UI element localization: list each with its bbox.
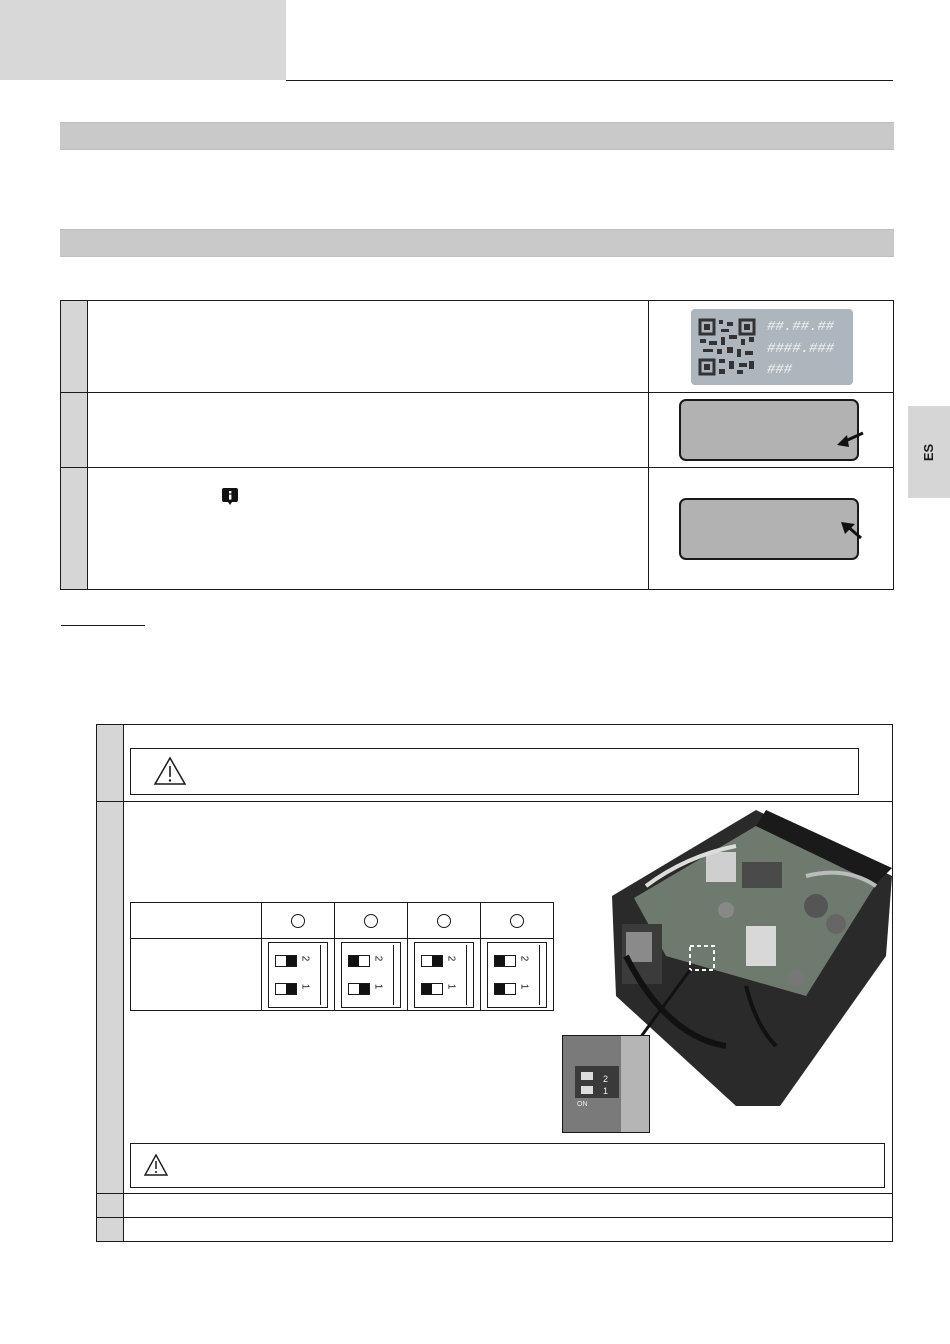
step-text-cell-3 [88, 468, 649, 590]
dip-switch-col-1 [262, 903, 335, 939]
display-image-cell-1 [649, 393, 894, 468]
qr-label-line-1: ##.##.## [767, 319, 835, 335]
dip-switch-2-toggle [494, 955, 516, 967]
dip-switch-cell-2 [335, 939, 408, 1011]
dip-switch-cell-4 [481, 939, 554, 1011]
dip-switch-2-toggle [421, 955, 443, 967]
procedure-row-c [97, 1194, 893, 1218]
inset-label-1: 1 [603, 1086, 609, 1096]
qr-label-line-3: ### [767, 362, 793, 378]
dip-switch-1-toggle [275, 983, 297, 995]
dip-switch-diagram-1 [268, 942, 328, 1008]
step-text-cell-1 [88, 301, 649, 393]
step-cell-a [97, 725, 124, 802]
dip-switch-col-4 [481, 903, 554, 939]
language-tab-label: ES [921, 443, 937, 461]
step-cell-2 [61, 393, 88, 468]
dip-switch-1-toggle [494, 983, 516, 995]
procedure-row-d [97, 1218, 893, 1242]
qr-label-cell [649, 301, 894, 393]
warning-box-1 [130, 748, 859, 795]
step-cell-b [97, 802, 124, 1194]
column-marker-circle [364, 914, 378, 928]
dip-switch-1-toggle [421, 983, 443, 995]
section-heading-band-1 [60, 122, 894, 150]
step-cell-3 [61, 468, 88, 590]
step-cell-c [97, 1194, 124, 1218]
dip-switch-2-toggle [275, 955, 297, 967]
step-cell-d [97, 1218, 124, 1242]
dip-switch-header-label-cell [131, 903, 262, 939]
arrow-pointer-icon [835, 429, 865, 451]
dip-switch-table [130, 902, 554, 1011]
display-image-cell-2 [649, 468, 894, 590]
dip-switch-setting-row [131, 939, 554, 1011]
dip-switch-number: 1 [299, 983, 311, 989]
qr-code-icon [697, 317, 757, 377]
inset-label-on: ON [577, 1101, 588, 1108]
language-tab[interactable] [908, 406, 950, 498]
step-text-cell-2 [88, 393, 649, 468]
dip-switch-diagram-4 [487, 942, 547, 1008]
section-heading-band-2 [60, 229, 894, 257]
procedure-table-1 [60, 300, 894, 590]
dip-switch-col-3 [408, 903, 481, 939]
warning-triangle-icon [143, 1153, 169, 1177]
dip-switch-number: 1 [445, 983, 457, 989]
dip-switch-row-label-cell [131, 939, 262, 1011]
step-text-cell-c [124, 1194, 893, 1218]
column-marker-circle [291, 914, 305, 928]
underlined-heading-rule [61, 625, 145, 626]
dip-switch-cell-1 [262, 939, 335, 1011]
arrow-pointer-icon [839, 520, 865, 542]
procedure-row-3 [61, 468, 894, 590]
dip-switch-diagram-3 [414, 942, 474, 1008]
inset-label-2: 2 [603, 1074, 609, 1084]
dip-switch-diagram-2 [341, 942, 401, 1008]
dip-switch-number: 2 [372, 955, 384, 961]
column-marker-circle [510, 914, 524, 928]
info-icon [220, 486, 240, 506]
warning-triangle-icon [153, 756, 187, 786]
column-marker-circle [437, 914, 451, 928]
dip-switch-2-toggle [348, 955, 370, 967]
warning-box-2 [130, 1143, 885, 1188]
header-tab-block [0, 0, 286, 80]
qr-label [691, 309, 853, 385]
step-cell-1 [61, 301, 88, 393]
lcd-display-1 [679, 399, 859, 461]
dip-switch-1-toggle [348, 983, 370, 995]
dip-switch-inset-photo [562, 1035, 650, 1133]
dip-switch-number: 2 [445, 955, 457, 961]
step-text-cell-d [124, 1218, 893, 1242]
dip-switch-number: 2 [299, 955, 311, 961]
dip-switch-header-row [131, 903, 554, 939]
lcd-display-2 [679, 498, 859, 560]
qr-label-line-2: ####.### [767, 341, 835, 357]
dip-switch-number: 2 [518, 955, 530, 961]
dip-switch-cell-3 [408, 939, 481, 1011]
dip-switch-number: 1 [372, 983, 384, 989]
dip-switch-col-2 [335, 903, 408, 939]
procedure-row-2 [61, 393, 894, 468]
dip-switch-number: 1 [518, 983, 530, 989]
header-rule [286, 80, 893, 81]
procedure-row-1 [61, 301, 894, 393]
